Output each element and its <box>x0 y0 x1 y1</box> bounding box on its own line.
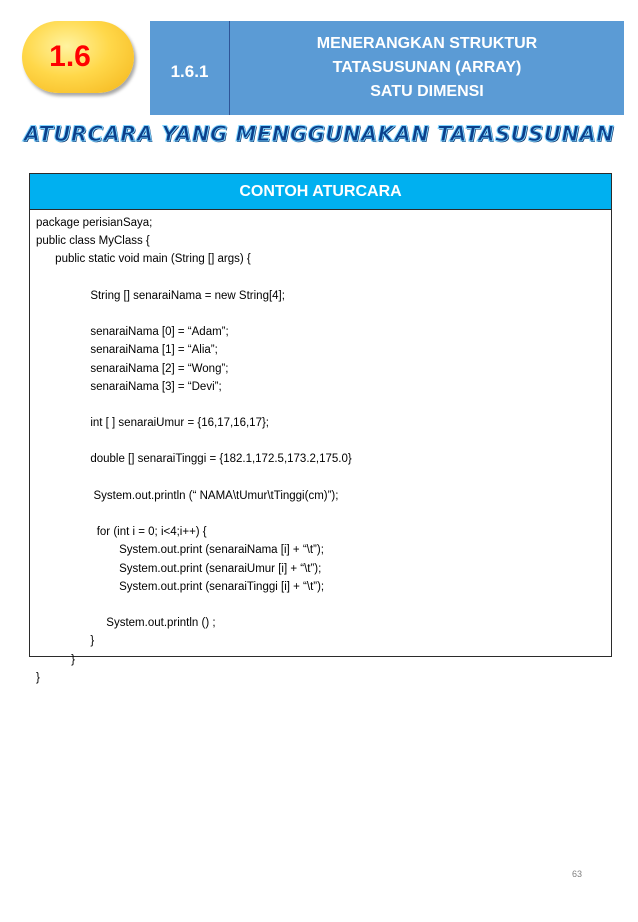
code-line: System.out.println () ; <box>36 617 216 630</box>
code-line: String [] senaraiNama = new String[4]; <box>36 289 285 302</box>
header-title-line: MENERANGKAN STRUKTUR <box>316 35 538 52</box>
page-number: 63 <box>572 869 583 879</box>
code-line: public class MyClass { <box>36 235 150 248</box>
page-title: ATURCARA YANG MENGGUNAKAN TATASUSUNAN <box>23 122 615 146</box>
code-line: System.out.print (senaraiTinggi [i] + “\t”); <box>36 580 325 593</box>
code-line <box>30 596 611 614</box>
code-line: } <box>36 671 40 684</box>
header-title-line: TATASUSUNAN (ARRAY) <box>332 59 522 76</box>
code-line: System.out.println (“ NAMA\tUmur\tTinggi(cm)”); <box>36 489 339 502</box>
code-line: package perisianSaya; <box>36 217 153 229</box>
code-block <box>30 210 611 687</box>
code-panel-title: CONTOH ATURCARA <box>30 174 611 210</box>
code-line <box>30 305 611 323</box>
code-line: int [ ] senaraiUmur = {16,17,16,17}; <box>36 417 269 430</box>
section-badge <box>22 21 134 93</box>
code-line <box>30 396 611 414</box>
code-line: senaraiNama [0] = “Adam”; <box>36 326 229 339</box>
header-title <box>230 21 624 115</box>
code-line: for (int i = 0; i<4;i++) { <box>36 526 207 539</box>
section-number: 1.6 <box>49 40 91 73</box>
header-title-line: SATU DIMENSI <box>370 83 484 100</box>
code-line: } <box>36 635 95 648</box>
code-line: System.out.print (senaraiUmur [i] + “\t”); <box>36 562 322 575</box>
code-line <box>30 505 611 523</box>
code-line: public static void main (String [] args) { <box>36 253 251 266</box>
code-line: senaraiNama [1] = “Alia”; <box>36 344 218 357</box>
header-banner <box>150 21 624 115</box>
code-line: System.out.print (senaraiNama [i] + “\t”); <box>36 544 324 557</box>
code-line: senaraiNama [2] = “Wong”; <box>36 362 229 375</box>
code-line <box>30 432 611 450</box>
code-line: senaraiNama [3] = “Devi”; <box>36 380 222 393</box>
code-line <box>30 269 611 287</box>
code-example-panel <box>29 173 612 684</box>
code-line: } <box>36 653 75 666</box>
code-line: double [] senaraiTinggi = {182.1,172.5,173.2,175.0} <box>36 453 352 466</box>
code-line <box>30 469 611 487</box>
subsection-number: 1.6.1 <box>150 21 230 115</box>
